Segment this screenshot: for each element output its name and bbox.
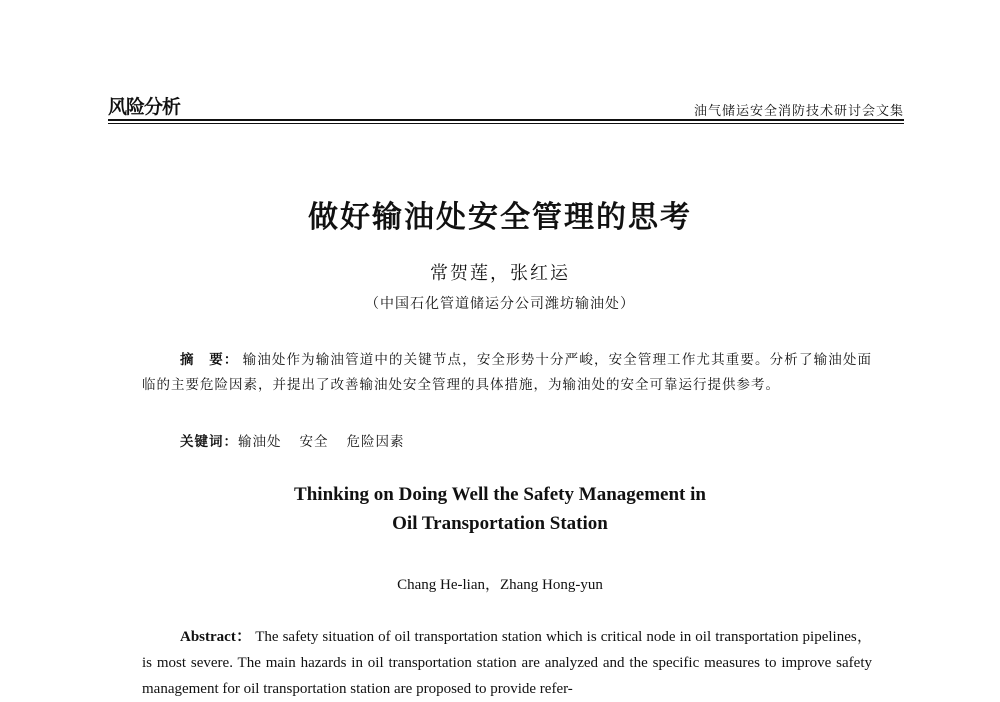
paper-title-en-line2: Oil Transportation Station [392, 513, 608, 534]
header-rule-thin [108, 123, 904, 124]
abstract-cn-text: 输油处作为输油管道中的关键节点，安全形势十分严峻，安全管理工作尤其重要。分析了输油处面临的主要危险因素，并提出了改善输油处安全管理的具体措施，为输油处的安全可靠运行提供参考。 [142, 352, 873, 393]
keyword-item: 安全 [299, 434, 329, 450]
keyword-item: 危险因素 [346, 434, 405, 450]
keywords-cn [180, 430, 423, 450]
publication-title: 油气储运安全消防技术研讨会文集 [693, 104, 904, 119]
keywords-cn-label: 关键词： [180, 434, 238, 450]
abstract-en-text: The safety situation of oil transportation station which is critical node in oil transportation pipelines， is most severe. The main hazards in oil transportation station are analyzed and the specific measures to improve safety management for oil transportation station are proposed to provide refer- [142, 629, 873, 697]
abstract-en [142, 624, 872, 702]
header-rule [108, 119, 904, 121]
section-label: 风险分析 [108, 96, 181, 118]
abstract-cn [142, 348, 872, 398]
paper-title-en-line1: Thinking on Doing Well the Safety Management in [294, 484, 706, 505]
abstract-cn-label: 摘 要： [180, 352, 239, 368]
keyword-item: 输油处 [238, 434, 282, 450]
authors-cn: 常贺莲，张红运 [430, 263, 570, 284]
abstract-en-label: Abstract： [180, 629, 252, 645]
authors-en: Chang He-lian，Zhang Hong-yun [397, 577, 603, 593]
paper-title-cn: 做好输油处安全管理的思考 [308, 200, 692, 235]
affiliation-cn: （中国石化管道储运分公司潍坊输油处） [365, 296, 635, 312]
